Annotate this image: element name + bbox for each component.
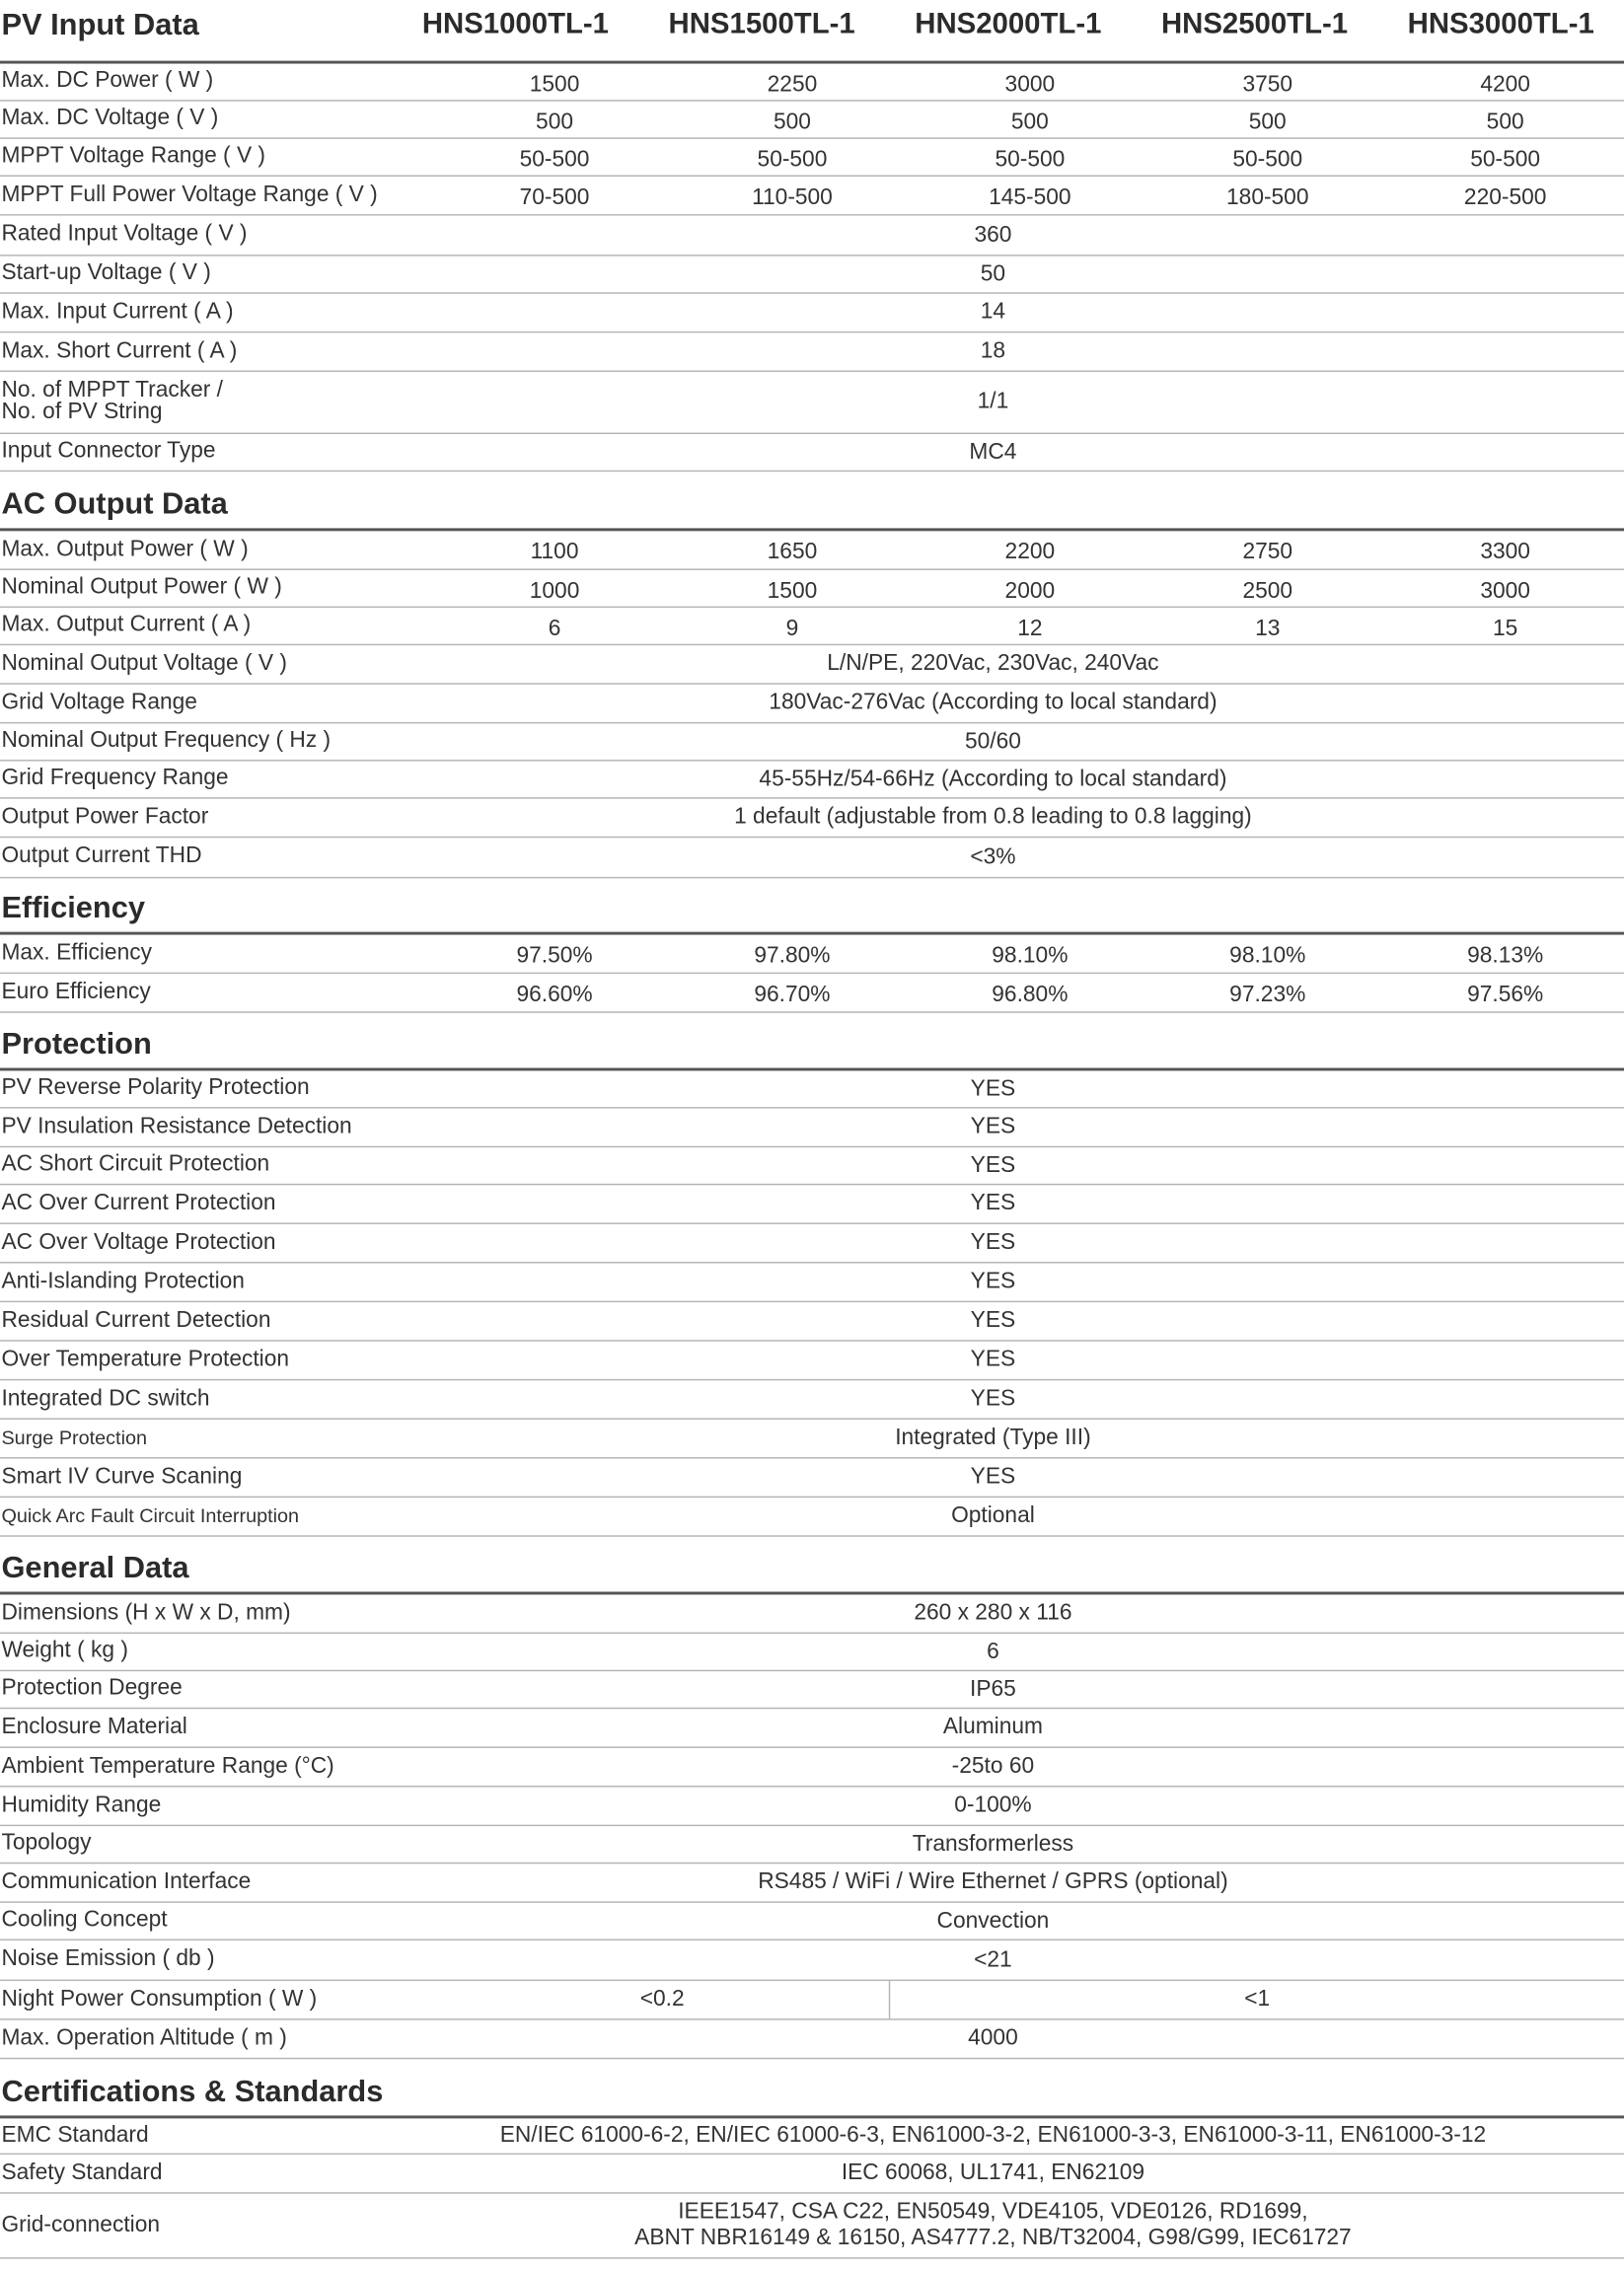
spec-label: Over Temperature Protection: [1, 1347, 290, 1372]
spec-value: 96.70%: [754, 983, 831, 1008]
spec-value: 360: [974, 222, 1012, 248]
spec-row: [0, 570, 1624, 608]
spec-value: -25to 60: [951, 1754, 1035, 1780]
spec-label: MPPT Full Power Voltage Range ( V ): [1, 182, 378, 207]
spec-label: Input Connector Type: [1, 438, 216, 464]
spec-value: 145-500: [989, 185, 1071, 211]
spec-value: 3750: [1242, 72, 1293, 98]
spec-value: 50/60: [964, 728, 1021, 754]
spec-label: Night Power Consumption ( W ): [1, 1986, 318, 2012]
spec-value: 9: [785, 616, 799, 641]
spec-label: Weight ( kg ): [1, 1638, 128, 1663]
spec-label: Grid Frequency Range: [1, 766, 229, 791]
spec-value: 96.60%: [516, 983, 593, 1008]
spec-row: [0, 1864, 1624, 1903]
spec-row: [0, 608, 1624, 645]
spec-value: 3000: [1004, 72, 1056, 98]
spec-value: 260 x 280 x 116: [914, 1600, 1072, 1626]
spec-value: 2000: [1004, 578, 1056, 604]
model-column-header: HNS1500TL-1: [668, 8, 855, 41]
spec-value: 1500: [767, 578, 818, 604]
spec-row: [0, 256, 1624, 294]
model-column-header: HNS2000TL-1: [915, 8, 1102, 41]
section-title: PV Input Data: [1, 8, 199, 42]
spec-value: 98.10%: [992, 943, 1069, 969]
spec-value: Transformerless: [912, 1831, 1074, 1857]
spec-value: YES: [970, 1386, 1016, 1412]
spec-value: 50-500: [757, 147, 828, 173]
spec-row: [0, 1459, 1624, 1499]
spec-value: YES: [970, 1269, 1016, 1294]
spec-label: Humidity Range: [1, 1793, 162, 1818]
section-header: [0, 1013, 1624, 1071]
spec-label: Rated Input Voltage ( V ): [1, 221, 248, 247]
spec-row: [0, 645, 1624, 685]
spec-row: [0, 2118, 1624, 2155]
spec-value: 180-500: [1226, 185, 1309, 211]
spec-value: 110-500: [752, 185, 833, 211]
spec-label: Grid-connection: [1, 2212, 160, 2237]
spec-row: [0, 1185, 1624, 1224]
spec-value: <3%: [970, 844, 1016, 870]
spec-row: [0, 1709, 1624, 1748]
spec-label: Start-up Voltage ( V ): [1, 260, 211, 286]
spec-value: 18: [980, 338, 1006, 364]
spec-label: Max. DC Power ( W ): [1, 68, 214, 94]
spec-label: Nominal Output Frequency ( Hz ): [1, 728, 332, 754]
spec-value: IEEE1547, CSA C22, EN50549, VDE4105, VDE0126, RD1699, ABNT NBR16149 & 16150, AS4777.2, NB/T32004, G98/G99, IEC61727: [634, 2199, 1352, 2250]
spec-label: Output Current THD: [1, 843, 202, 869]
section-title: Efficiency: [1, 891, 146, 925]
spec-value: 4200: [1480, 72, 1530, 98]
spec-value: L/N/PE, 220Vac, 230Vac, 240Vac: [827, 651, 1159, 677]
spec-value: 6: [987, 1639, 999, 1664]
spec-value: YES: [970, 1076, 1016, 1101]
spec-label: PV Insulation Resistance Detection: [1, 1114, 352, 1139]
spec-label: Protection Degree: [1, 1676, 183, 1702]
spec-value: EN/IEC 61000-6-2, EN/IEC 61000-6-3, EN61000-3-2, EN61000-3-3, EN61000-3-11, EN61000-3-12: [499, 2123, 1487, 2149]
spec-row: [0, 723, 1624, 761]
spec-value: 2750: [1242, 540, 1293, 565]
spec-row: [0, 216, 1624, 256]
spec-row: [0, 2194, 1624, 2259]
spec-label: No. of MPPT Tracker / No. of PV String: [1, 378, 224, 424]
spec-value: 50-500: [995, 147, 1066, 173]
spec-value: Aluminum: [942, 1715, 1043, 1740]
spec-value: YES: [970, 1348, 1016, 1372]
spec-row: [0, 1420, 1624, 1459]
spec-value: YES: [970, 1152, 1016, 1178]
spec-value: 180Vac-276Vac (According to local standard): [769, 691, 1218, 716]
spec-value: Integrated (Type III): [895, 1426, 1091, 1451]
spec-label: Max. Operation Altitude ( m ): [1, 2025, 287, 2051]
spec-label: Quick Arc Fault Circuit Interruption: [1, 1504, 300, 1527]
spec-row: [0, 1380, 1624, 1420]
spec-row: [0, 1903, 1624, 1940]
spec-value: 0-100%: [954, 1793, 1032, 1818]
spec-value: 500: [1248, 110, 1287, 135]
spec-value: 500: [1010, 110, 1049, 135]
spec-value: 14: [980, 300, 1006, 326]
section-title: General Data: [1, 1551, 189, 1585]
spec-value: 1/1: [977, 390, 1009, 414]
spec-value: IEC 60068, UL1741, EN62109: [841, 2160, 1145, 2186]
spec-value: YES: [970, 1464, 1016, 1490]
spec-value: 98.13%: [1467, 943, 1544, 969]
spec-row: [0, 799, 1624, 839]
spec-value: <0.2: [639, 1987, 685, 2013]
spec-label: AC Short Circuit Protection: [1, 1152, 270, 1178]
spec-row: [0, 1981, 1624, 2020]
spec-value: 2500: [1242, 578, 1293, 604]
spec-value: 97.23%: [1229, 983, 1306, 1008]
section-header: [0, 878, 1624, 934]
model-column-header: HNS1000TL-1: [421, 8, 610, 41]
spec-value: 12: [1017, 616, 1043, 641]
model-column-header: HNS3000TL-1: [1407, 8, 1594, 41]
section-header: [0, 0, 1624, 64]
spec-value: 98.10%: [1229, 943, 1306, 969]
spec-label: Residual Current Detection: [1, 1307, 271, 1333]
spec-label: Integrated DC switch: [1, 1385, 210, 1411]
spec-row: [0, 1498, 1624, 1537]
spec-label: Euro Efficiency: [1, 979, 151, 1004]
spec-value: 13: [1255, 616, 1281, 641]
spec-label: Output Power Factor: [1, 804, 209, 830]
spec-label: AC Over Voltage Protection: [1, 1229, 276, 1255]
spec-row: [0, 1787, 1624, 1826]
section-header: [0, 472, 1624, 531]
spec-label: Max. Output Current ( A ): [1, 612, 252, 637]
spec-label: Surge Protection: [1, 1427, 148, 1449]
spec-label: Smart IV Curve Scaning: [1, 1464, 243, 1490]
section-title: Protection: [1, 1027, 152, 1061]
spec-label: PV Reverse Polarity Protection: [1, 1075, 310, 1101]
spec-label: Max. Short Current ( A ): [1, 338, 238, 363]
spec-value: 45-55Hz/54-66Hz (According to local standard): [759, 767, 1227, 792]
spec-row: [0, 139, 1624, 177]
spec-row: [0, 1342, 1624, 1381]
spec-label: Dimensions (H x W x D, mm): [1, 1600, 291, 1626]
spec-value: 50-500: [519, 147, 590, 173]
spec-value: 97.50%: [516, 943, 593, 969]
spec-value: 500: [773, 110, 811, 135]
spec-value: YES: [970, 1191, 1016, 1216]
spec-label: Nominal Output Power ( W ): [1, 574, 282, 600]
spec-label: Anti-Islanding Protection: [1, 1269, 245, 1294]
spec-value: 500: [1486, 110, 1524, 135]
spec-label: Max. Efficiency: [1, 940, 152, 966]
spec-value: YES: [970, 1114, 1016, 1139]
section-header: [0, 1537, 1624, 1595]
spec-row: [0, 974, 1624, 1013]
spec-value: 3300: [1480, 540, 1530, 565]
spec-value: RS485 / WiFi / Wire Ethernet / GPRS (optional): [758, 1869, 1228, 1895]
spec-row: [0, 372, 1624, 434]
spec-value: 1100: [530, 540, 579, 565]
section-header: [0, 2059, 1624, 2118]
spec-label: Topology: [1, 1831, 92, 1856]
spec-row: [0, 1748, 1624, 1788]
spec-row: [0, 64, 1624, 102]
spec-row: [0, 1594, 1624, 1634]
spec-value: 97.80%: [754, 943, 831, 969]
spec-row: [0, 1634, 1624, 1671]
spec-row: [0, 762, 1624, 799]
spec-label: Max. Output Power ( W ): [1, 536, 249, 561]
spec-row: [0, 1940, 1624, 1981]
spec-value: YES: [970, 1230, 1016, 1256]
spec-label: Max. Input Current ( A ): [1, 299, 234, 325]
spec-row: [0, 294, 1624, 333]
spec-row: [0, 2020, 1624, 2060]
spec-value: 50: [980, 261, 1006, 287]
spec-label: Cooling Concept: [1, 1907, 168, 1933]
spec-row: [0, 935, 1624, 975]
spec-label: Nominal Output Voltage ( V ): [1, 650, 287, 676]
model-column-header: HNS2500TL-1: [1160, 8, 1349, 41]
spec-value: IP65: [970, 1676, 1016, 1702]
spec-row: [0, 1302, 1624, 1342]
spec-value: 1650: [767, 540, 818, 565]
spec-label: Grid Voltage Range: [1, 690, 197, 715]
spec-row: [0, 177, 1624, 216]
spec-row: [0, 1264, 1624, 1303]
spec-row: [0, 1109, 1624, 1148]
spec-row: [0, 1224, 1624, 1264]
spec-row: [0, 1147, 1624, 1185]
spec-value: 15: [1492, 616, 1518, 641]
section-title: Certifications & Standards: [1, 2075, 384, 2109]
spec-value: 97.56%: [1467, 983, 1544, 1008]
spec-value: 50-500: [1232, 147, 1303, 173]
spec-label: EMC Standard: [1, 2122, 149, 2148]
spec-value: 1000: [529, 578, 580, 604]
spec-value: 4000: [968, 2025, 1018, 2051]
spec-row: [0, 102, 1624, 139]
spec-label: Noise Emission ( db ): [1, 1946, 215, 1972]
spec-label: Enclosure Material: [1, 1714, 187, 1739]
spec-value: 1 default (adjustable from 0.8 leading to 0.8 lagging): [734, 804, 1252, 830]
spec-label: Ambient Temperature Range (°C): [1, 1753, 334, 1779]
spec-value: YES: [970, 1308, 1016, 1334]
spec-value: <21: [974, 1947, 1012, 1972]
spec-value: 2250: [767, 72, 818, 98]
spec-value: <1: [889, 1981, 1624, 2018]
spec-value: 500: [536, 110, 574, 135]
spec-row: [0, 434, 1624, 472]
spec-value: Convection: [936, 1908, 1050, 1934]
spec-label: Safety Standard: [1, 2159, 163, 2185]
spec-value: 3000: [1480, 578, 1530, 604]
spec-row: [0, 838, 1624, 878]
spec-row: [0, 685, 1624, 724]
spec-label: MPPT Voltage Range ( V ): [1, 143, 266, 169]
spec-row: [0, 332, 1624, 372]
spec-value: Optional: [951, 1503, 1035, 1529]
spec-row: [0, 531, 1624, 570]
section-title: AC Output Data: [1, 487, 228, 522]
spec-label: AC Over Current Protection: [1, 1190, 276, 1215]
spec-value: 6: [548, 616, 561, 641]
spec-value: 96.80%: [992, 983, 1069, 1008]
spec-row: [0, 1070, 1624, 1108]
spec-label: Max. DC Voltage ( V ): [1, 106, 219, 131]
spec-value: 220-500: [1463, 185, 1547, 211]
spec-row: [0, 2155, 1624, 2194]
spec-value: 70-500: [519, 185, 590, 211]
spec-label: Communication Interface: [1, 1868, 252, 1894]
spec-value: 50-500: [1470, 147, 1541, 173]
spec-row: [0, 1826, 1624, 1864]
spec-row: [0, 1671, 1624, 1709]
spec-value: MC4: [969, 439, 1017, 465]
spec-value: 1500: [529, 72, 580, 98]
spec-value: 2200: [1004, 540, 1056, 565]
